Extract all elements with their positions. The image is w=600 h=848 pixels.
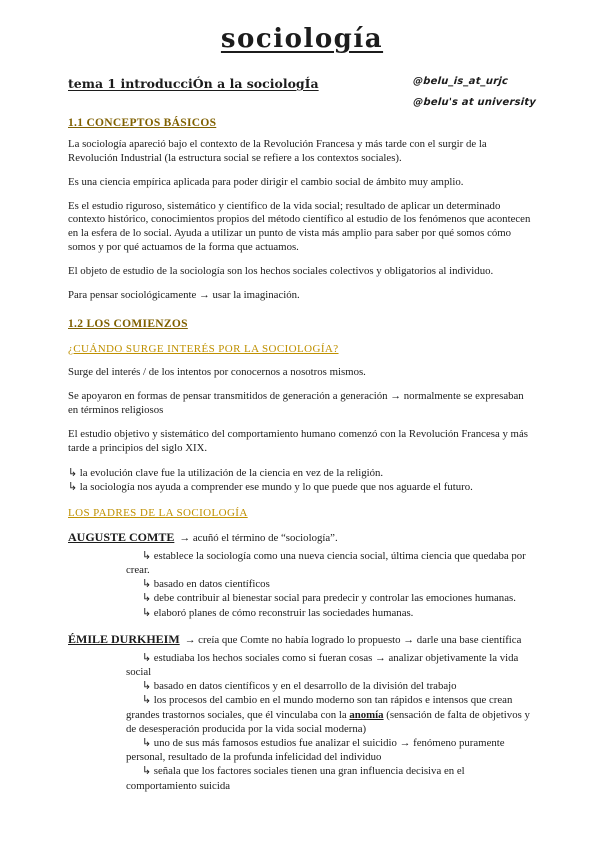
paragraph-estudio-objetivo: El estudio objetivo y sistemático del comportamiento humano comenzó con la Revolución Francesa y más tarde a principios del siglo XIX. [68, 428, 528, 454]
bullet-item: ↳ uno de sus más famosos estudios fue analizar el suicidio → fenómeno puramente personal, resultado de la profunda infelicidad del individuo [126, 737, 505, 764]
author-handles [413, 76, 536, 108]
paragraph-empirical-science: Es una ciencia empírica aplicada para poder dirigir el cambio social de ámbito muy amplio. [68, 175, 464, 188]
comte-intro-text: → acuñó el término de “sociología”. [179, 531, 338, 544]
bullet-item: ↳ elaboró planes de cómo reconstruir las sociedades humanas. [142, 606, 414, 619]
subsection-heading-padres: LOS PADRES DE LA SOCIOLOGÍA [68, 506, 248, 519]
paragraph-context-revolutions: La sociología apareció bajo el contexto de la Revolución Francesa y más tarde con el surgir de la Revolución Industrial (la estructura social se refiere a los contextos sociales). [68, 138, 487, 164]
term-anomia: anomía [349, 708, 384, 721]
bullet-list-comienzos [68, 466, 536, 494]
durkheim-intro-line [68, 632, 536, 647]
bullet-item: ↳ basado en datos científicos [142, 578, 270, 591]
paragraph-rigorous-study: Es el estudio riguroso, sistemático y científico de la vida social; resultado de aplicar un determinado contexto histórico, conocimientos propios del método científico al estudio de los fenómenos que acontecen en la esfera de lo social. Ayuda a utilizar un punto de vista más amplio para saber por qué somos cómo somos y por qué actuamos de la forma que actuamos. [68, 199, 531, 253]
bullet-item-anomia: ↳ los procesos del cambio en el mundo moderno son tan rápidos e intensos que crean grandes trastornos sociales, que él vinculaba con la anomía (sensación de falta de objetivos y de desesperación producida por la vida social moderna) [126, 694, 530, 735]
durkheim-intro-text: → creía que Comte no había logrado lo propuesto → darle una base científica [184, 633, 522, 646]
durkheim-name: ÉMILE DURKHEIM [68, 631, 180, 646]
section-heading-1-2: 1.2 LOS COMIENZOS [68, 318, 188, 331]
section-heading-1-1: 1.1 CONCEPTOS BÁSICOS [68, 117, 217, 129]
comte-intro-line [68, 530, 536, 545]
bullet-item: ↳ basado en datos científicos y en el desarrollo de la división del trabajo [142, 680, 457, 693]
bullet-item: ↳ debe contribuir al bienestar social para predecir y controlar las emociones humanas. [142, 592, 516, 605]
bullet-item-nested: ↳ la sociología nos ayuda a comprender ese mundo y lo que puede que nos aguarde el futuro. [68, 480, 473, 493]
comte-name: AUGUSTE COMTE [68, 529, 175, 544]
bullet-list-comte [68, 549, 536, 620]
bullet-item: ↳ la evolución clave fue la utilización de la ciencia en vez de la religión. [68, 466, 384, 479]
paragraph-formas-de-pensar: Se apoyaron en formas de pensar transmitidos de generación a generación → normalmente se expresaban en términos religiosos [68, 390, 524, 417]
subsection-heading-cuando-surge: ¿CUÁNDO SURGE INTERÉS POR LA SOCIOLOGÍA? [68, 343, 339, 356]
page-title: sociología [220, 24, 384, 54]
bullet-item: ↳ estudiaba los hechos sociales como si fueran cosas → analizar objetivamente la vida social [126, 651, 519, 679]
author-handle-primary: @belu_is_at_urjc [412, 76, 509, 87]
paragraph-object-of-study: El objeto de estudio de la sociología son los hechos sociales colectivos y obligatorios al individuo. [68, 264, 494, 277]
topic-heading: tema 1 introducciÓn a la sociologÍa [68, 76, 319, 91]
author-handle-secondary: @belu's at university [412, 97, 537, 108]
paragraph-sociological-imagination: Para pensar sociológicamente → usar la imaginación. [68, 288, 300, 301]
bullet-item: ↳ señala que los factores sociales tienen una gran influencia decisiva en el comportamiento suicida [126, 765, 465, 792]
topic-row [68, 76, 536, 108]
paragraph-surge-interes: Surge del interés / de los intentos por conocernos a nosotros mismos. [68, 366, 366, 379]
bullet-list-durkheim [68, 651, 536, 793]
bullet-item: ↳ establece la sociología como una nueva ciencia social, última ciencia que quedaba por crear. [126, 549, 526, 577]
